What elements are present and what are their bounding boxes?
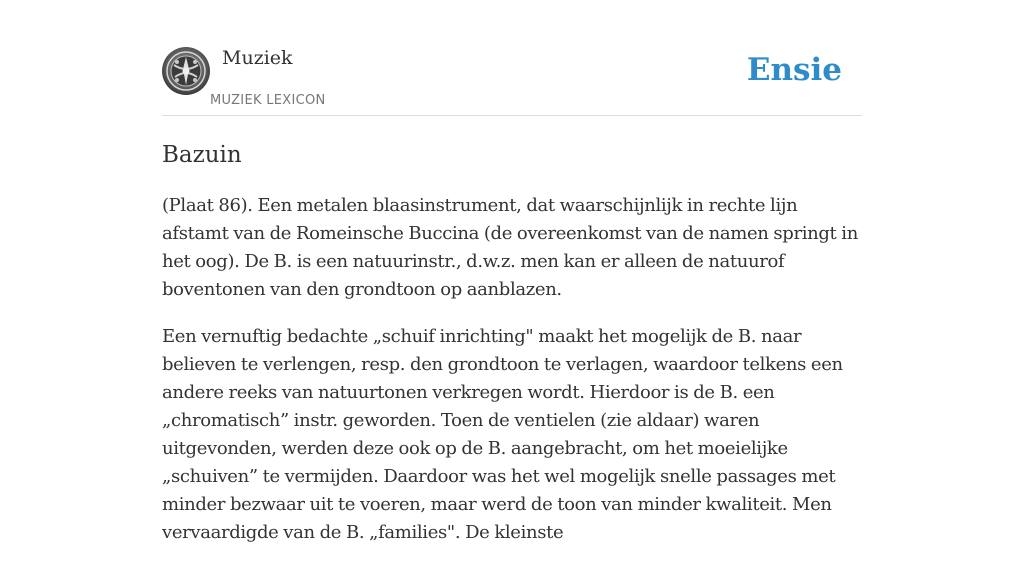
article-paragraph: (Plaat 86). Een metalen blaasinstrument, dat waarschijnlijk in rechte lijn afstamt van de Romeinsche Buccina (de overeenkomst van de namen springt in het oog). De B. is een natuurinstr., d.w.z. men kan er alleen de natuurof boventonen van den grondtoon op aanblazen. (162, 195, 858, 300)
ornamental-emblem-icon (162, 47, 210, 95)
source-subtitle: MUZIEK LEXICON (210, 93, 326, 108)
article-body (162, 192, 862, 566)
source-avatar[interactable] (162, 47, 210, 95)
brand-logo[interactable]: Ensie (746, 52, 842, 88)
source-name-link[interactable]: Muziek (222, 47, 293, 69)
source-header (162, 44, 862, 116)
article-paragraph: Een vernuftig bedachte „schuif inrichting" maakt het mogelijk de B. naar believen te verlengen, resp. den grondtoon te verlagen, waardoor telkens een andere reeks van natuurtonen verkregen wordt. Hierdoor is de B. een „chromatisch” instr. geworden. Toen de ventielen (zie aldaar) waren uitgevonden, werden deze ook op de B. aangebracht, om het moeielijke „schuiven” te vermijden. Daardoor was het wel mogelijk snelle passages met minder bezwaar uit te voeren, maar werd de toon van minder kwaliteit. Men vervaardigde van de B. „families". De kleinste (162, 326, 843, 543)
article-title: Bazuin (162, 142, 242, 168)
